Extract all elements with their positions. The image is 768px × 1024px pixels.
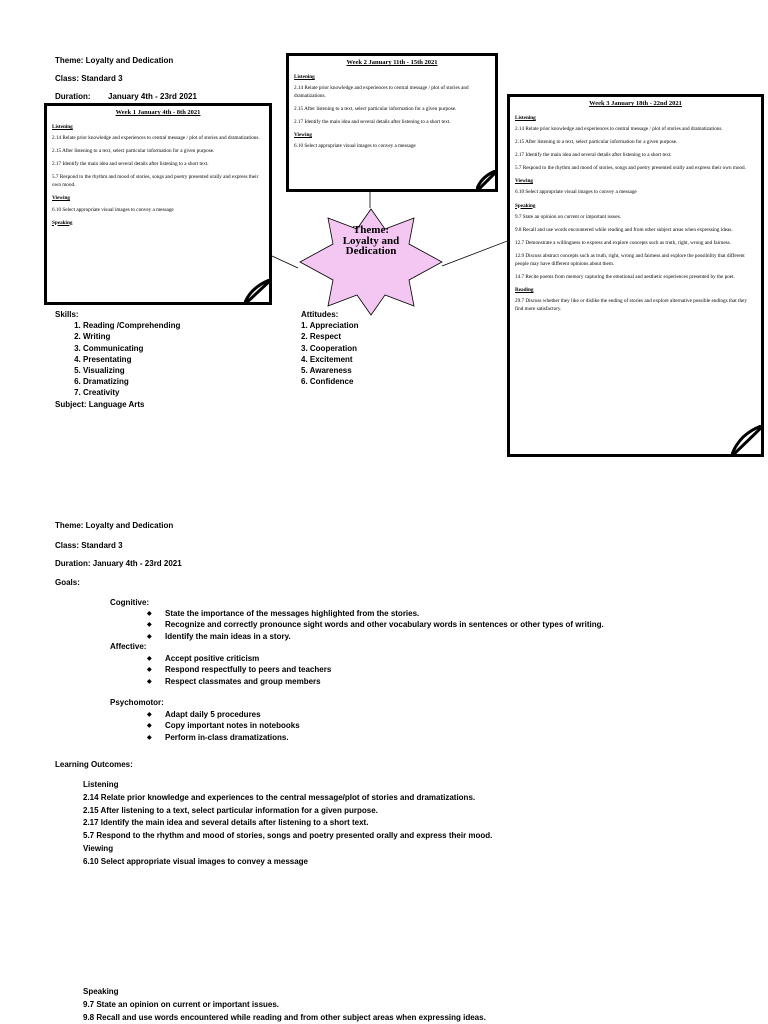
week3-speaking-label: Speaking [515, 202, 536, 209]
affective-item: ◆ Accept positive criticism [165, 653, 331, 664]
psychomotor-list [165, 709, 300, 743]
week1-viewing-item: 6.10 Select appropriate visual images to convey a message [52, 206, 174, 213]
attitude-item: 1. Appreciation [301, 321, 359, 331]
week3-listening-label: Listening [515, 115, 536, 122]
attitude-item: 6. Confidence [301, 377, 354, 387]
psychomotor-item: ◆ Adapt daily 5 procedures [165, 709, 300, 720]
lo-listening-label: Listening [83, 780, 119, 789]
week3-listening-item: 2.14 Relate prior knowledge and experiences to central message / plot of stories and dramatizations. [515, 126, 723, 133]
theme-star-line2: Loyalty and [342, 235, 400, 247]
week2-viewing-item: 6.10 Select appropriate visual images to convey a message [294, 143, 416, 150]
week1-speaking-label: Speaking [52, 219, 73, 226]
affective-item: ◆ Respond respectfully to peers and teachers [165, 664, 331, 675]
cognitive-list [165, 608, 604, 642]
week1-listening-item: 2.14 Relate prior knowledge and experiences to central message / plot of stories and dramatizations. [52, 135, 260, 142]
week2-listening-item: 2.17 Identify the main idea and several details after listening to a short text. [294, 119, 451, 126]
week3-reading-label: Reading [515, 286, 534, 293]
learning-outcomes-heading: Learning Outcomes: [55, 760, 133, 769]
week1-listening-item: 2.15 After listening to a text, select particular information for a given purpose. [52, 148, 215, 155]
week3-speaking-item: 12.7 Demonstrate a willingness to express and explore concepts such as truth, right, wrong and fairness. [515, 239, 731, 246]
week2-page-curl [476, 170, 498, 192]
week3-title: Week 3 January 18th - 22nd 2021 [589, 100, 682, 107]
lo-viewing-label: Viewing [83, 843, 114, 853]
week1-page-curl [244, 279, 272, 305]
week3-speaking-item: 12.9 Discuss abstract concepts such as truth, right, wrong and fairness and explore the possibility that different people may have different opinions about them. [515, 252, 745, 267]
week2-listening-item: 2.14 Relate prior knowledge and experiences to central message / plot of stories and dramatizations. [294, 85, 469, 100]
week1-listening-item: 2.17 Identify the main idea and several details after listening to a short text. [52, 161, 209, 168]
lo-speaking-item: 9.7 State an opinion on current or important issues. [83, 999, 280, 1009]
skill-item: 4. Presentating [83, 354, 180, 365]
week3-note [507, 94, 764, 457]
cognitive-item: ◆ State the importance of the messages highlighted from the stories. [165, 608, 604, 619]
theme-star-line3: Dedication [345, 245, 397, 257]
cognitive-item: ◆ Recognize and correctly pronounce sight words and other vocabulary words in sentences or other types of writing. [165, 619, 604, 630]
affective-label: Affective: [110, 642, 147, 651]
attitude-item: 4. Excitement [301, 354, 353, 364]
week1-viewing-label: Viewing [52, 195, 70, 202]
lo-listening-item: 2.15 After listening to a text, select particular information for a given purpose. [83, 805, 378, 815]
lo-listening-item: 2.17 Identify the main idea and several details after listening to a short text. [83, 818, 369, 828]
attitudes-label: Attitudes: [301, 310, 339, 319]
skills-list [55, 320, 180, 398]
psychomotor-item: ◆ Perform in-class dramatizations. [165, 732, 300, 743]
psychomotor-item: ◆ Copy important notes in notebooks [165, 720, 300, 731]
lo-listening-item: 2.14 Relate prior knowledge and experiences to the central message/plot of stories and dramatizations. [83, 792, 476, 802]
week1-title: Week 1 January 4th - 8th 2021 [115, 109, 201, 116]
lower-class: Class: Standard 3 [55, 541, 123, 550]
affective-list [165, 653, 331, 687]
week2-viewing-label: Viewing [294, 132, 312, 139]
week2-listening-label: Listening [294, 74, 315, 81]
week2-title: Week 2 January 11th - 15th 2021 [346, 59, 438, 66]
week3-listening-item: 2.17 Identify the main idea and several details after listening to a short text. [515, 152, 672, 159]
week3-viewing-label: Viewing [515, 178, 533, 185]
psychomotor-label: Psychomotor: [110, 698, 164, 707]
skill-item: 7. Creativity [83, 387, 180, 398]
attitude-item: 2. Respect [301, 332, 342, 342]
affective-item: ◆ Respect classmates and group members [165, 676, 331, 687]
skill-item: 6. Dramatizing [83, 376, 180, 387]
skill-item: 3. Communicating [83, 343, 180, 354]
skill-item: 1. Reading /Comprehending [83, 320, 180, 331]
cognitive-label: Cognitive: [110, 598, 150, 607]
lower-duration: Duration: January 4th - 23rd 2021 [55, 559, 182, 568]
cognitive-item: ◆ Identify the main ideas in a story. [165, 631, 604, 642]
connector-line-week1 [272, 256, 298, 268]
skill-item: 2. Writing [83, 331, 180, 342]
week3-listening-item: 2.15 After listening to a text, select particular information for a given purpose. [515, 139, 678, 146]
attitude-item: 3. Cooperation [301, 343, 358, 353]
theme-star-line1: Theme: [352, 224, 390, 236]
week3-listening-item: 5.7 Respond to the rhythm and mood of stories, songs and poetry presented orally and express their own mood. [515, 165, 746, 172]
lo-viewing-item: 6.10 Select appropriate visual images to convey a message [83, 856, 308, 866]
top-duration-value: January 4th - 23rd 2021 [108, 92, 197, 101]
skills-label: Skills: [55, 310, 79, 319]
speaking-outcomes [83, 986, 486, 1024]
week3-viewing-item: 6.10 Select appropriate visual images to convey a message [515, 189, 637, 196]
theme-star [298, 207, 444, 317]
week3-speaking-item: 9.8 Recall and use words encountered while reading and from other subject areas when expressing ideas. [515, 226, 733, 233]
attitudes-list [301, 320, 359, 387]
week3-speaking-item: 14.7 Recite poems from memory capturing the emotional and aesthetic experiences presented by the poet. [515, 273, 735, 280]
top-theme: Theme: Loyalty and Dedication [55, 56, 174, 65]
learning-outcomes-list [83, 779, 492, 869]
skill-item: 5. Visualizing [83, 365, 180, 376]
skills-block [55, 309, 180, 410]
week3-speaking-item: 9.7 State an opinion on current or important issues. [515, 213, 622, 220]
lo-speaking-label: Speaking [83, 987, 119, 996]
lo-speaking-item: 9.8 Recall and use words encountered while reading and from other subject areas when expressing ideas. [83, 1012, 486, 1022]
week1-listening-label: Listening [52, 124, 73, 131]
lower-theme: Theme: Loyalty and Dedication [55, 521, 174, 530]
goals-heading: Goals: [55, 578, 80, 587]
week1-listening-item: 5.7 Respond to the rhythm and mood of stories, songs and poetry presented orally and express their own mood. [52, 174, 259, 189]
top-class: Class: Standard 3 [55, 74, 123, 83]
lo-listening-item: 5.7 Respond to the rhythm and mood of stories, songs and poetry presented orally and express their mood. [83, 831, 493, 841]
top-duration-label: Duration: [55, 92, 91, 101]
week2-note [286, 53, 498, 192]
week2-listening-item: 2.15 After listening to a text, select particular information for a given purpose. [294, 106, 457, 113]
attitudes-block [301, 309, 359, 387]
subject-label: Subject: Language Arts [55, 399, 145, 409]
week3-reading-item: 29.7 Discuss whether they like or dislike the ending of stories and explore alternative possible endings that they find more satisfactory. [515, 298, 747, 313]
week1-note [44, 103, 272, 305]
week3-page-curl [731, 425, 764, 457]
connector-line-week3 [442, 240, 510, 266]
attitude-item: 5. Awareness [301, 366, 352, 376]
